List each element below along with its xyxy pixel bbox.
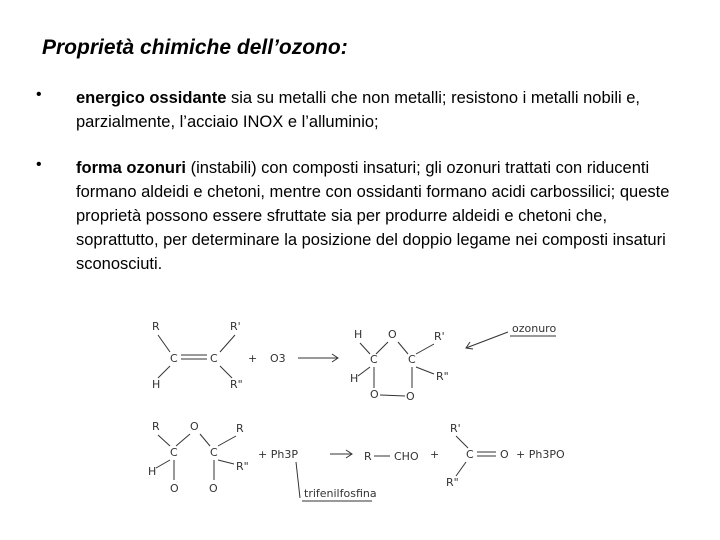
bond <box>376 342 388 354</box>
bullet-marker: • <box>36 86 42 103</box>
bullet-bold-term: energico ossidante <box>76 89 227 107</box>
reaction-1 <box>152 320 556 403</box>
ozonide-label: ozonuro <box>512 322 557 335</box>
ozonide-pointer <box>466 332 508 348</box>
bond <box>218 460 234 464</box>
r1-h-label: H <box>152 378 161 391</box>
bond <box>220 366 232 378</box>
r1-p-h2-label: H <box>350 372 359 385</box>
bullet-text <box>76 86 686 134</box>
reagent-label: trifenilfosfina <box>304 487 377 500</box>
bond <box>158 435 170 446</box>
r1-r1-label: R' <box>230 320 241 333</box>
bond <box>380 395 405 396</box>
bond <box>360 343 370 354</box>
bond <box>416 344 434 354</box>
r2-p2-c-label: C <box>466 448 474 461</box>
r1-p-r1-label: R' <box>434 330 445 343</box>
bond <box>398 342 408 354</box>
r2-plus: + <box>430 448 440 461</box>
r2-o-mid-label: O <box>190 420 199 433</box>
r1-p-r2-label: R" <box>436 370 449 383</box>
r1-p-c1-label: C <box>370 353 378 366</box>
r1-p-c2-label: C <box>408 353 416 366</box>
r2-p2-o-label: O <box>500 448 509 461</box>
bond <box>200 434 210 446</box>
r2-r2-label: R" <box>236 460 249 473</box>
r1-c1-label: C <box>170 352 178 365</box>
bond <box>158 335 170 352</box>
bullet-text <box>76 156 686 276</box>
r1-r-label: R <box>152 320 160 333</box>
reaction-2 <box>148 420 565 501</box>
r2-p2-r2-label: R" <box>446 476 459 489</box>
r1-p-o-br-label: O <box>406 390 415 403</box>
bond <box>456 462 466 476</box>
bullet-item-oxidant <box>0 86 720 134</box>
r2-r-label: R <box>152 420 160 433</box>
r2-p2-r1-label: R' <box>450 422 461 435</box>
bond <box>176 434 190 446</box>
r1-p-o-top-label: O <box>388 328 397 341</box>
reaction-scheme <box>0 300 720 540</box>
r1-reagent: O3 <box>270 352 286 365</box>
bond <box>156 460 170 468</box>
bond <box>456 436 468 448</box>
r1-r2-label: R" <box>230 378 243 391</box>
bullet-bold-term: forma ozonuri <box>76 159 186 177</box>
bond <box>416 367 434 374</box>
r1-plus: + <box>248 352 258 365</box>
bond <box>220 335 235 352</box>
bullet-body: (instabili) con composti insaturi; gli ozonuri trattati con riducenti formano aldeidi e chetoni, mentre con ossidanti formano acidi carbossilici; queste proprietà possono essere sfruttate sia per produrre aldeidi e chetoni che, soprattutto, per determinare la posizione del doppio legame nei composti insaturi sconosciuti. <box>76 159 670 273</box>
r2-o2-label: O <box>209 482 218 495</box>
reagent-pointer <box>296 462 300 498</box>
r1-c2-label: C <box>210 352 218 365</box>
bullet-marker: • <box>36 156 42 173</box>
r1-p-o-bl-label: O <box>370 388 379 401</box>
r2-c2-label: C <box>210 446 218 459</box>
r1-p-h-label: H <box>354 328 363 341</box>
r2-c1-label: C <box>170 446 178 459</box>
bond <box>218 436 236 446</box>
slide-title: Proprietà chimiche dell’ozono: <box>42 36 348 59</box>
r2-h-label: H <box>148 465 157 478</box>
bullet-list <box>0 86 720 298</box>
r2-o1-label: O <box>170 482 179 495</box>
r2-p1-cho-label: CHO <box>394 450 419 463</box>
r2-byproduct: + Ph3PO <box>516 448 565 461</box>
r2-reagent: + Ph3P <box>258 448 298 461</box>
r2-p1-r-label: R <box>364 450 372 463</box>
r2-r-right-label: R <box>236 422 244 435</box>
bond <box>358 367 370 376</box>
bullet-item-ozonides <box>0 156 720 276</box>
bullet-body: sia su metalli che non metalli; resistono i metalli nobili e, parzialmente, l’acciaio INOX e l’alluminio; <box>76 89 640 131</box>
bond <box>158 366 170 378</box>
